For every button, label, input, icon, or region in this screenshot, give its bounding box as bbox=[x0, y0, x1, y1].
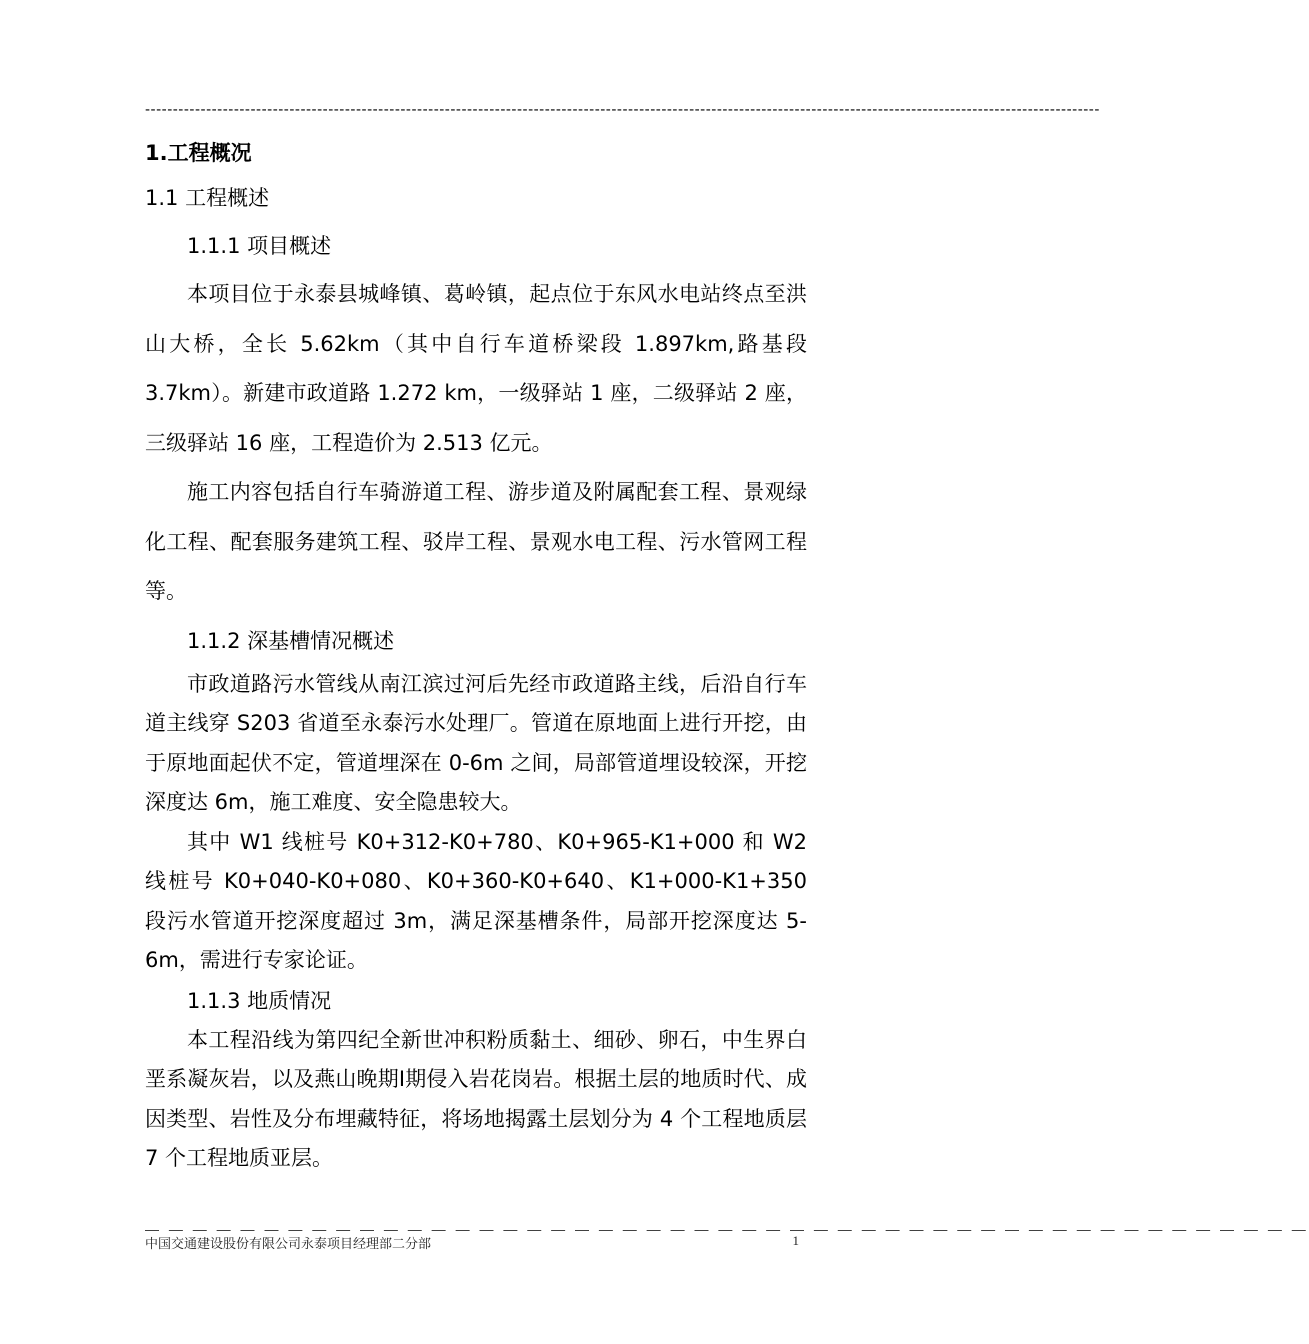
paragraph: 施工内容包括自行车骑游道工程、游步道及附属配套工程、景观绿化工程、配套服务建筑工程、驳岸工程、景观水电工程、污水管网工程等。 bbox=[145, 480, 807, 603]
paragraph: 本项目位于永泰县城峰镇、葛岭镇，起点位于东风水电站终点至洪山大桥，全长 5.62km（其中自行车道桥梁段 1.897km,路基段 3.7km）。新建市政道路 1.272 km，一级驿站 1 座，二级驿站 2 座，三级驿站 16 座，工程造价为 2.513 亿元。 bbox=[145, 282, 807, 455]
document-body bbox=[145, 132, 807, 1179]
subsection-heading-project-overview: 1.1.1 项目概述 bbox=[187, 234, 332, 258]
chapter-heading: 1.工程概况 bbox=[145, 141, 252, 165]
paragraph: 本工程沿线为第四纪全新世冲积粉质黏土、细砂、卵石，中生界白垩系凝灰岩，以及燕山晚期Ⅰ期侵入岩花岗岩。根据土层的地质时代、成因类型、岩性及分布埋藏特征，将场地揭露土层划分为 4 个工程地质层 7 个工程地质亚层。 bbox=[145, 1027, 807, 1170]
paragraph: 市政道路污水管线从南江滨过河后先经市政道路主线，后沿自行车道主线穿 S203 省道至永泰污水处理厂。管道在原地面上进行开挖，由于原地面起伏不定，管道埋深在 0-6m 之间，局部管道埋设较深，开挖深度达 6m，施工难度、安全隐患较大。 bbox=[145, 671, 807, 814]
section-heading: 1.1 工程概述 bbox=[145, 186, 270, 210]
footer-organization: 中国交通建设股份有限公司永泰项目经理部二分部 bbox=[145, 1236, 432, 1251]
page-number: 1 bbox=[792, 1233, 799, 1248]
subsection-heading-geology: 1.1.3 地质情况 bbox=[187, 988, 332, 1013]
footer-dashed-rule: — — — — — — — — — — — — — — — — — — — — — — — — — — — — — — — — — — — — — — — — — — — — — — — — — bbox=[145, 1221, 1309, 1237]
paragraph: 其中 W1 线桩号 K0+312-K0+780、K0+965-K1+000 和 W2 线桩号 K0+040-K0+080、K0+360-K0+640、K1+000-K1+350 段污水管道开挖深度超过 3m，满足深基槽条件，局部开挖深度达 5-6m，需进行专家论证。 bbox=[145, 829, 807, 972]
header-dashed-rule bbox=[145, 100, 807, 120]
subsection-heading-deep-trench: 1.1.2 深基槽情况概述 bbox=[187, 628, 395, 653]
page-footer bbox=[145, 1233, 807, 1253]
